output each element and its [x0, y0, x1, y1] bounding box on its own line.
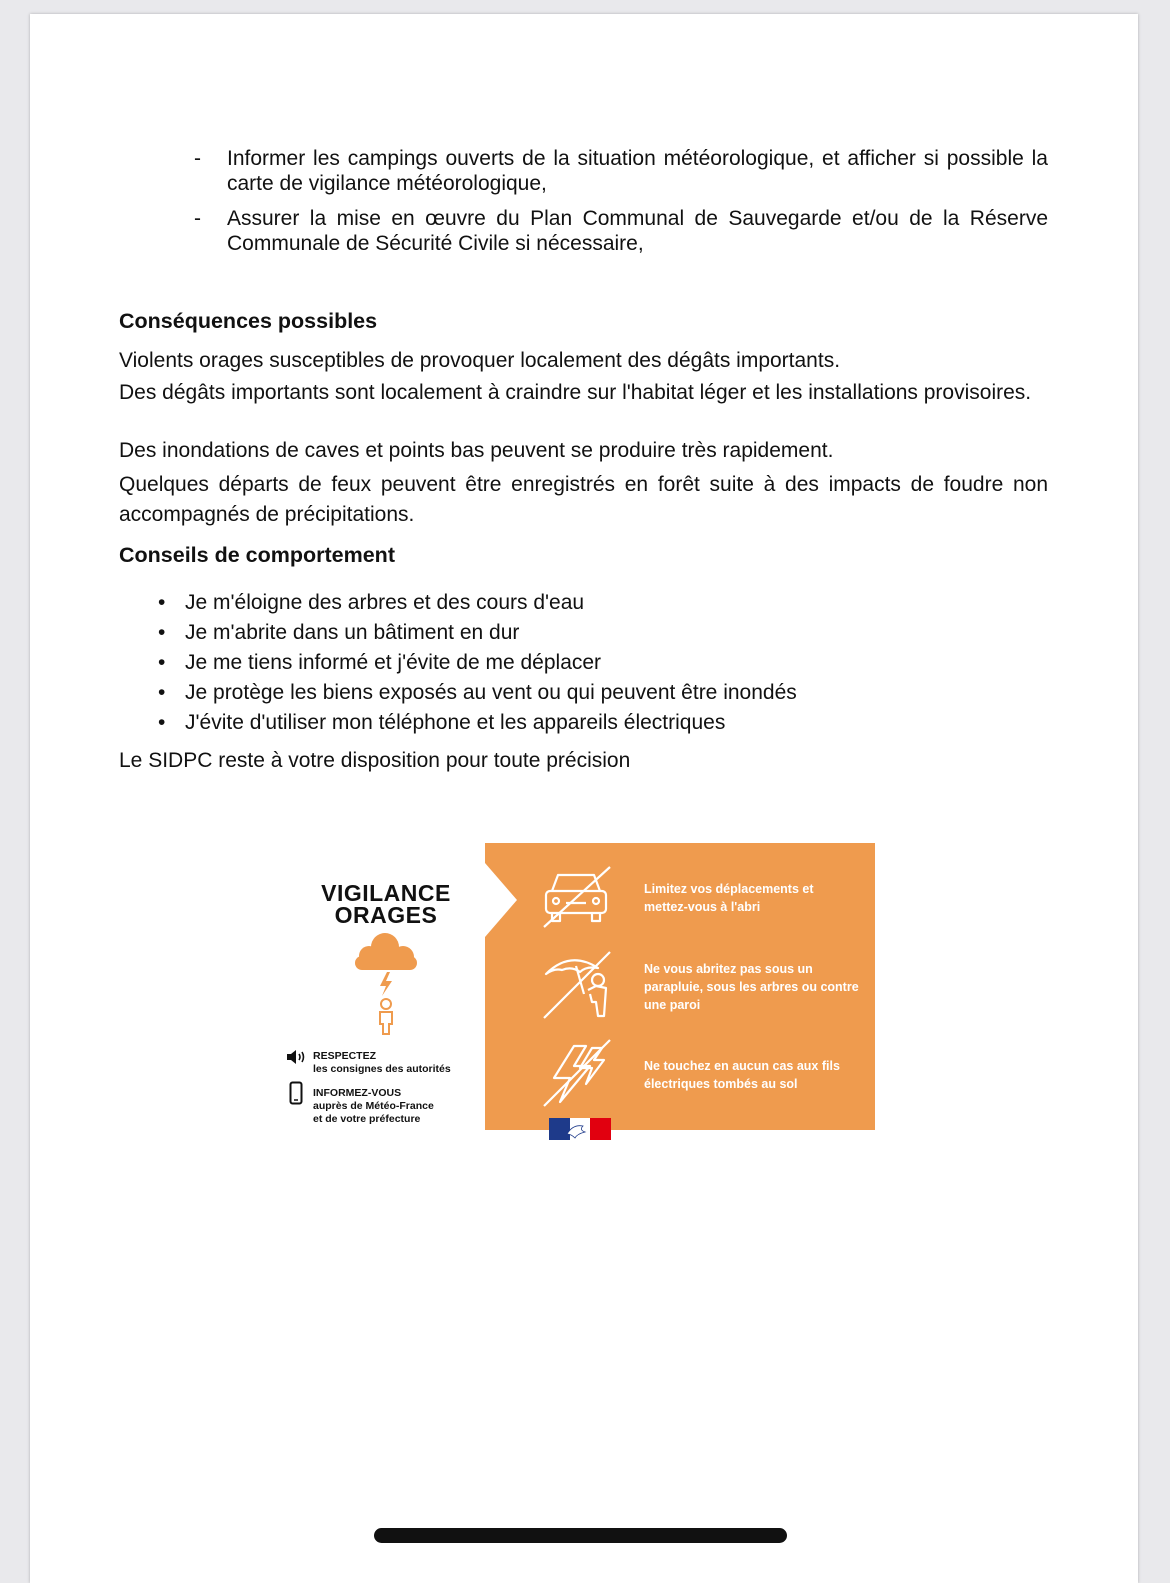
- vigilance-title: VIGILANCE ORAGES: [321, 880, 451, 928]
- storm-illustration: [345, 930, 427, 1042]
- inform-title: INFORMEZ-VOUS: [313, 1087, 402, 1099]
- conseils-list: [158, 588, 797, 738]
- speaker-icon: [286, 1048, 308, 1066]
- marianne-logo: [549, 1118, 611, 1140]
- consequences-paragraph: Des dégâts importants sont localement à craindre sur l'habitat léger et les installations provisoires.: [119, 381, 1032, 404]
- no-car-icon: [540, 865, 612, 929]
- list-item: • Je m'éloigne des arbres et des cours d'eau: [158, 588, 797, 618]
- list-item: • Je protège les biens exposés au vent ou qui peuvent être inondés: [158, 678, 797, 708]
- consequences-paragraph: Quelques départs de feux peuvent être enregistrés en forêt suite à des impacts de foudre non accompagnés de précipitations.: [119, 473, 1048, 526]
- conseils-heading: Conseils de comportement: [119, 543, 395, 567]
- panel-arrow: [485, 863, 517, 937]
- consequences-heading: Conséquences possibles: [119, 309, 378, 333]
- advice-text: Ne touchez en aucun cas aux fils électriques tombés au sol: [644, 1059, 840, 1091]
- respect-title: RESPECTEZ: [313, 1050, 377, 1062]
- dash-item: - Informer les campings ouverts de la situation météorologique, et afficher si possible la carte de vigilance météorologique,: [194, 147, 1048, 195]
- list-item: • J'évite d'utiliser mon téléphone et les appareils électriques: [158, 708, 797, 738]
- cloud-icon: [355, 933, 417, 970]
- consequences-paragraph: Violents orages susceptibles de provoquer localement des dégâts importants.: [119, 349, 841, 372]
- inform-subtitle: et de votre préfecture: [313, 1113, 421, 1125]
- person-icon: [380, 999, 392, 1034]
- advice-text: Limitez vos déplacements et mettez-vous à l'abri: [644, 882, 814, 914]
- dash-item: - Assurer la mise en œuvre du Plan Communal de Sauvegarde et/ou de la Réserve Communale de Sécurité Civile si nécessaire,: [194, 207, 1048, 255]
- no-umbrella-icon: [540, 950, 612, 1020]
- phone-icon: [289, 1081, 303, 1105]
- closing-text: Le SIDPC reste à votre disposition pour toute précision: [119, 749, 631, 772]
- home-indicator: [374, 1528, 787, 1543]
- advice-text: Ne vous abritez pas sous un parapluie, sous les arbres ou contre une paroi: [644, 962, 859, 1012]
- lightning-icon: [380, 972, 392, 996]
- consequences-paragraph: Des inondations de caves et points bas peuvent se produire très rapidement.: [119, 439, 834, 462]
- respect-subtitle: les consignes des autorités: [313, 1063, 451, 1075]
- no-power-line-icon: [540, 1038, 612, 1108]
- list-item: • Je m'abrite dans un bâtiment en dur: [158, 618, 797, 648]
- list-item: • Je me tiens informé et j'évite de me déplacer: [158, 648, 797, 678]
- inform-subtitle: auprès de Météo-France: [313, 1100, 434, 1112]
